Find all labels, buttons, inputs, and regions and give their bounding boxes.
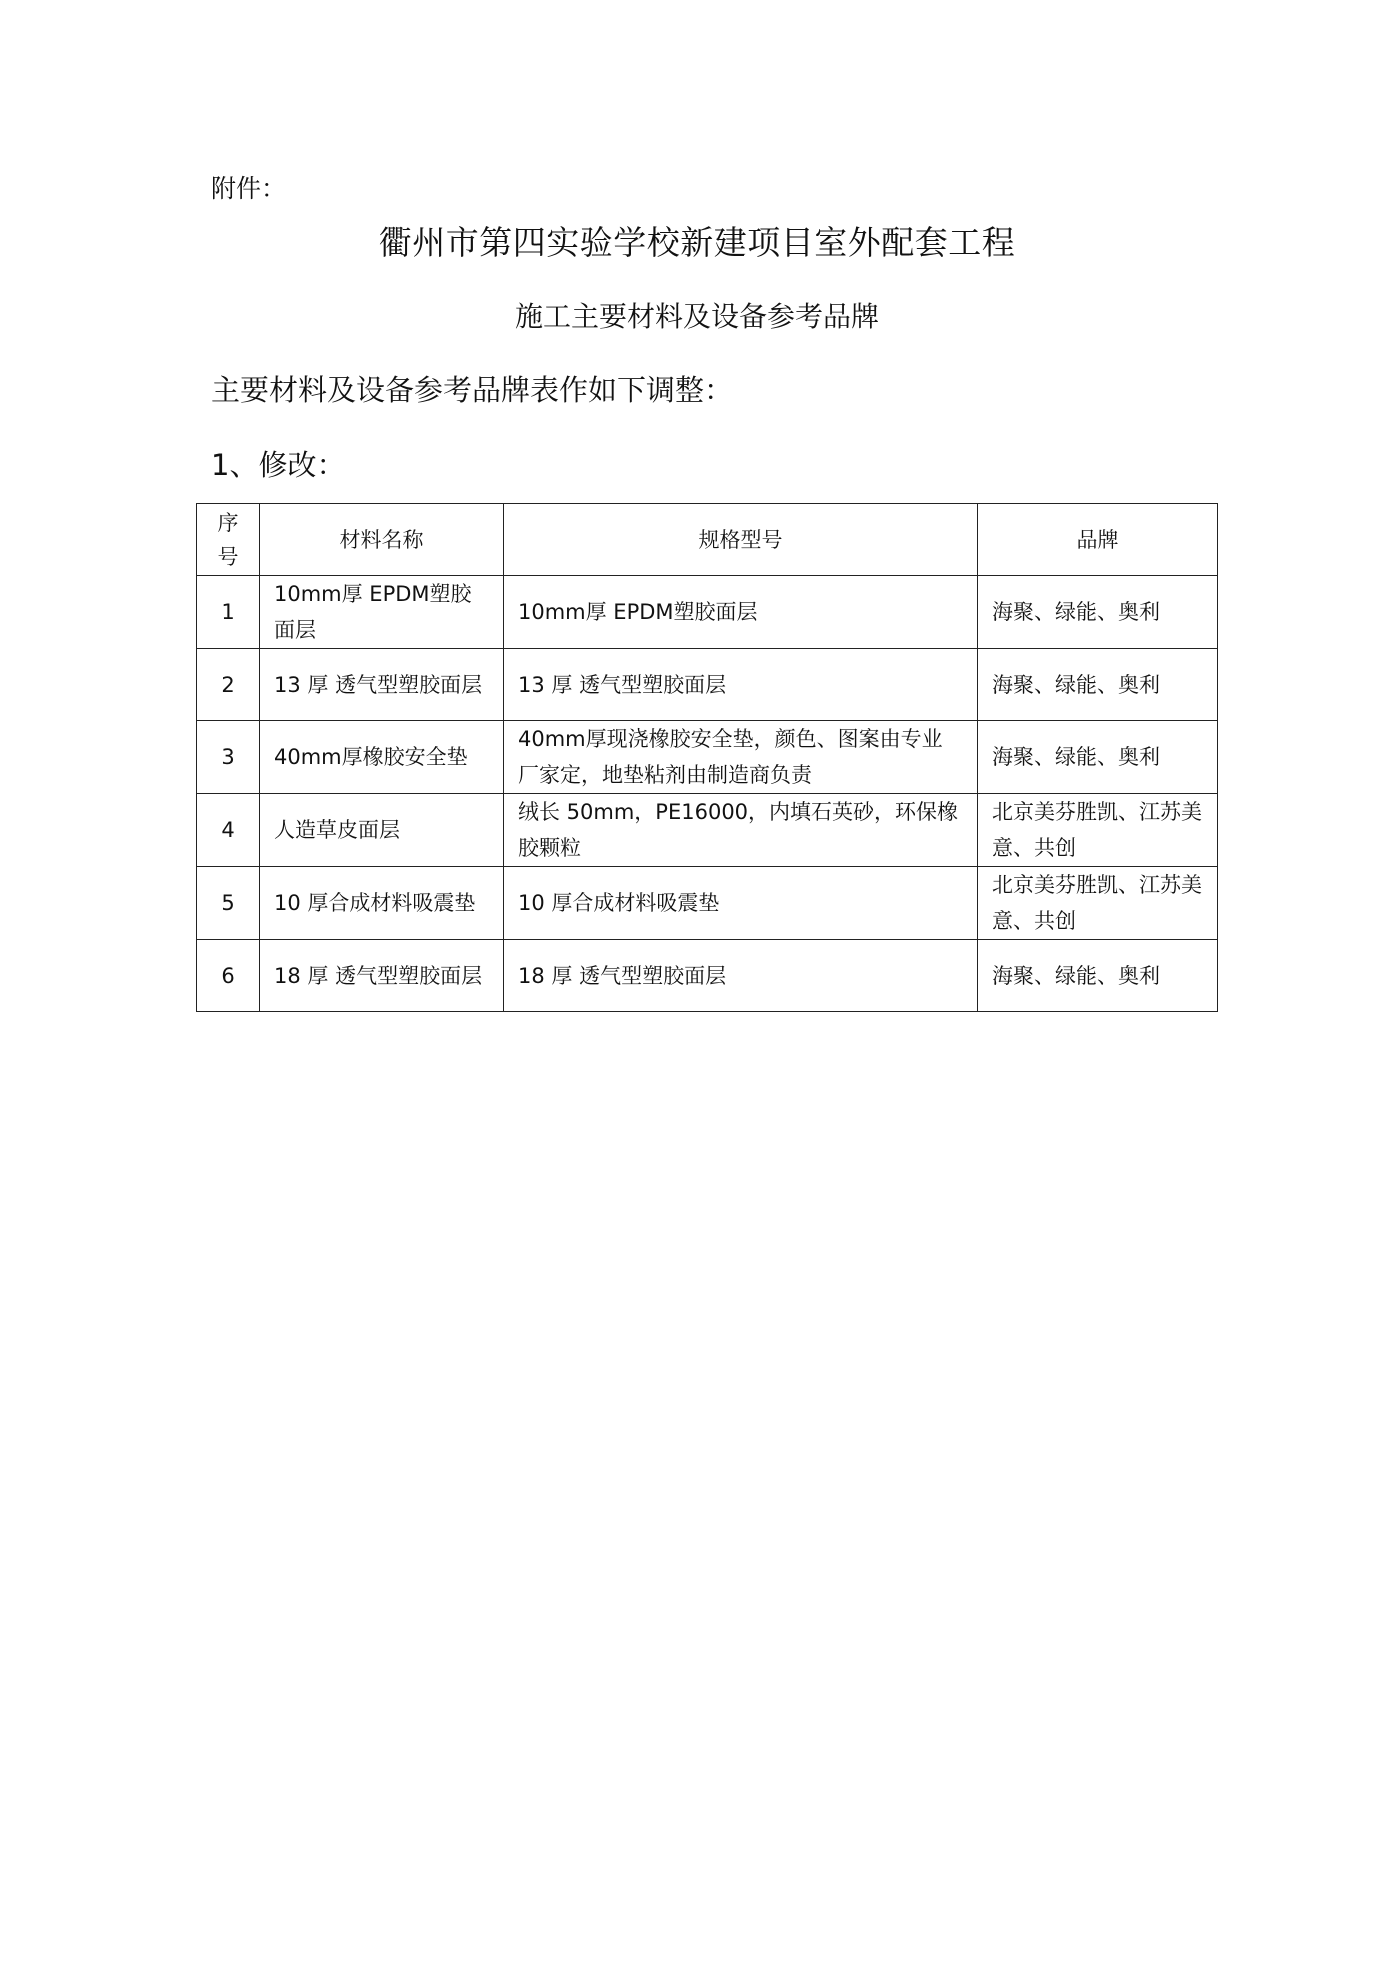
intro-text: 主要材料及设备参考品牌表作如下调整： (211, 373, 734, 407)
row-brand: 海聚、绿能、奥利 (978, 576, 1218, 649)
table-row (197, 867, 1218, 940)
document-title: 衢州市第四实验学校新建项目室外配套工程 (378, 223, 1016, 262)
row-no: 4 (197, 794, 260, 867)
header-spec: 规格型号 (504, 504, 978, 576)
row-spec: 绒长 50mm，PE16000，内填石英砂，环保橡胶颗粒 (504, 794, 978, 867)
row-spec: 10 厚合成材料吸震垫 (504, 867, 978, 940)
row-brand: 海聚、绿能、奥利 (978, 721, 1218, 794)
header-brand: 品牌 (978, 504, 1218, 576)
row-name: 人造草皮面层 (260, 794, 504, 867)
row-brand: 海聚、绿能、奥利 (978, 649, 1218, 721)
row-brand: 北京美芬胜凯、江苏美意、共创 (978, 794, 1218, 867)
row-spec: 10mm厚 EPDM塑胶面层 (504, 576, 978, 649)
table-row (197, 940, 1218, 1012)
table-row (197, 576, 1218, 649)
row-spec: 40mm厚现浇橡胶安全垫，颜色、图案由专业厂家定，地垫粘剂由制造商负责 (504, 721, 978, 794)
row-name: 18 厚 透气型塑胶面层 (260, 940, 504, 1012)
header-no: 序号 (197, 504, 260, 576)
document-subtitle: 施工主要材料及设备参考品牌 (514, 300, 879, 333)
row-spec: 18 厚 透气型塑胶面层 (504, 940, 978, 1012)
row-name: 13 厚 透气型塑胶面层 (260, 649, 504, 721)
row-brand: 北京美芬胜凯、江苏美意、共创 (978, 867, 1218, 940)
section-heading: 1、修改： (211, 448, 346, 482)
table-row (197, 649, 1218, 721)
row-name: 40mm厚橡胶安全垫 (260, 721, 504, 794)
row-no: 6 (197, 940, 260, 1012)
row-name: 10mm厚 EPDM塑胶面层 (260, 576, 504, 649)
table-row (197, 794, 1218, 867)
row-name: 10 厚合成材料吸震垫 (260, 867, 504, 940)
header-name: 材料名称 (260, 504, 504, 576)
row-brand: 海聚、绿能、奥利 (978, 940, 1218, 1012)
attachment-label: 附件： (211, 174, 287, 203)
row-no: 2 (197, 649, 260, 721)
table-header-row (197, 504, 1218, 576)
table-row (197, 721, 1218, 794)
row-spec: 13 厚 透气型塑胶面层 (504, 649, 978, 721)
row-no: 1 (197, 576, 260, 649)
row-no: 5 (197, 867, 260, 940)
row-no: 3 (197, 721, 260, 794)
materials-table (196, 503, 1218, 1012)
